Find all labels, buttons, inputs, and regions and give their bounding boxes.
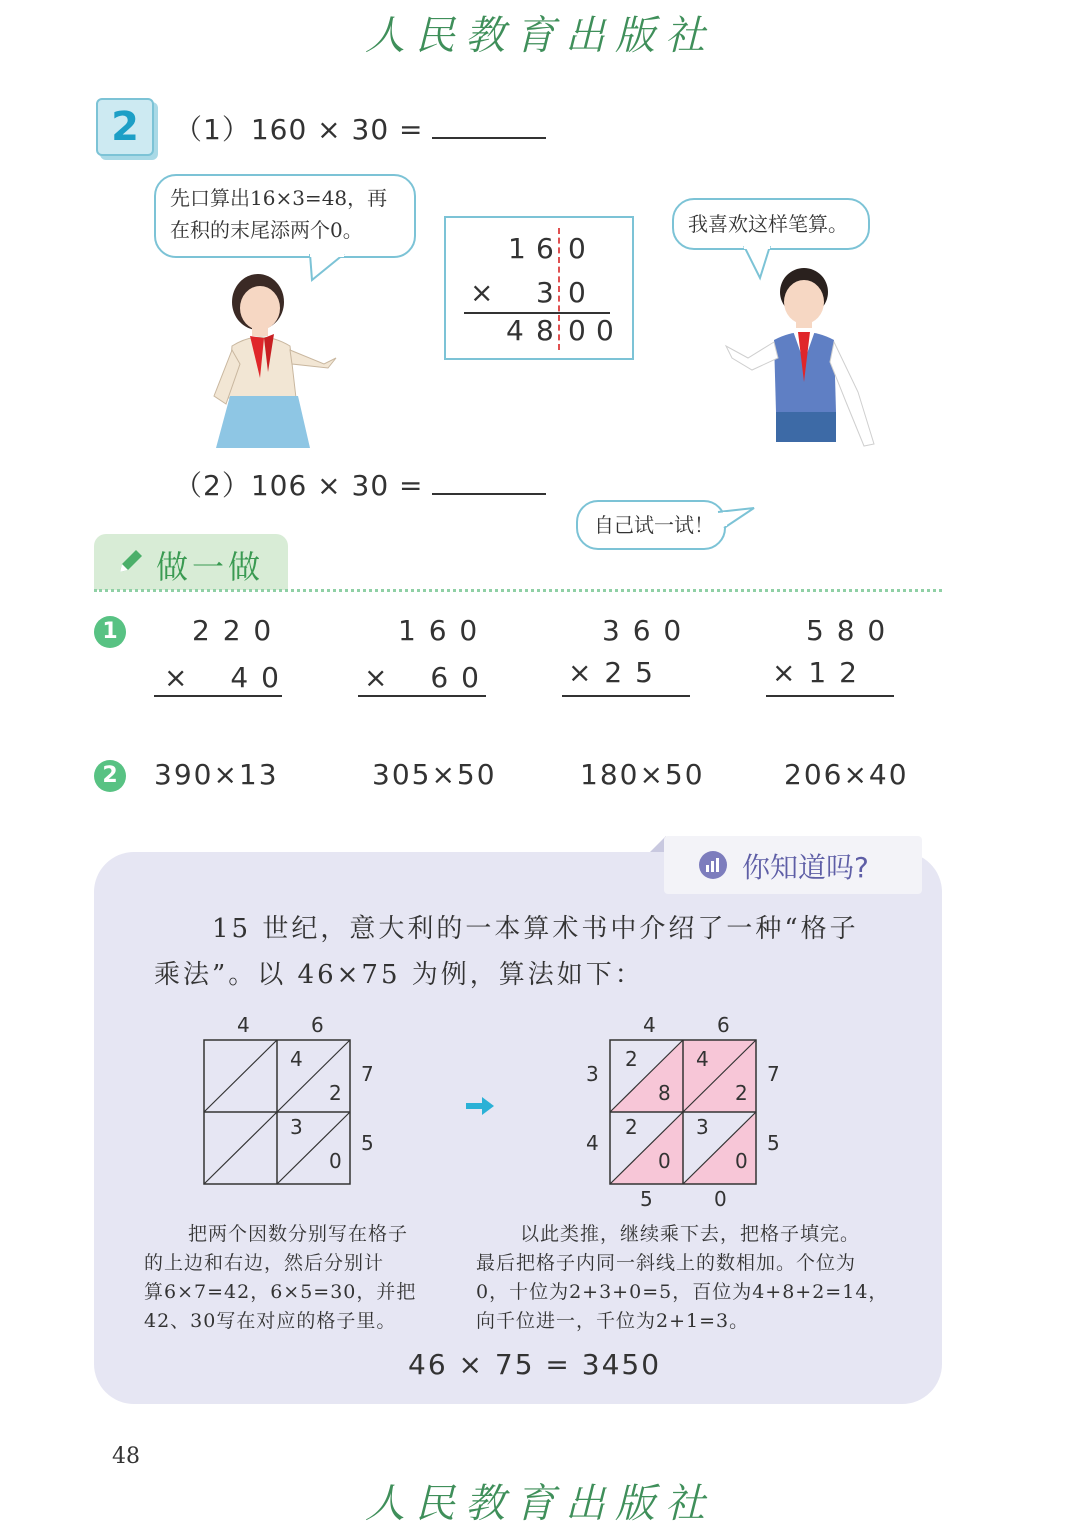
question-1 [174, 108, 546, 148]
left-caption-line-1: 把两个因数分别写在格子 [188, 1223, 409, 1245]
expression-1: 390×13 [154, 758, 279, 791]
right-caption-line-1: 以此类推，继续乘下去，把格子填完。 [520, 1223, 861, 1245]
vertical-problem-3-bottom: × 2 5 [568, 656, 655, 689]
grid2-top-digit-1: 4 [643, 1013, 656, 1037]
calc-result-digit-1: 4 [506, 314, 524, 347]
grid2-cell-1: 2 [625, 1047, 638, 1071]
calc-top-digit-2: 6 [536, 232, 554, 265]
expression-3: 180×50 [580, 758, 705, 791]
grid2-cell-5: 2 [625, 1115, 638, 1139]
vertical-calc-box [444, 216, 634, 360]
grid2-right-digit-1: 7 [767, 1062, 780, 1086]
publisher-footer: 人民教育出版社 [365, 1481, 715, 1527]
boy-bubble-text: 我喜欢这样笔算。 [688, 212, 848, 236]
example-number-badge: 2 [96, 98, 154, 156]
grid1-top-digit-1: 4 [237, 1013, 250, 1037]
girl-speech-bubble [154, 174, 416, 258]
grid1-right-digit-1: 7 [361, 1062, 374, 1086]
left-caption-line-2: 的上边和右边，然后分别计 [144, 1252, 385, 1274]
vertical-problem-4-line [766, 695, 894, 697]
right-caption-line-4: 向千位进一，千位为2+1=3。 [476, 1310, 750, 1332]
grid2-bottom-digit-2: 0 [714, 1187, 727, 1211]
grid2-cell-8: 0 [735, 1149, 748, 1173]
right-caption-line-3: 0，十位为2+3+0=5，百位为4+8+2=14， [476, 1281, 889, 1303]
bar-chart-icon [698, 850, 728, 880]
calc-operator: × [470, 276, 494, 309]
calc-result-digit-4: 0 [596, 314, 614, 347]
answer-blank-2[interactable] [432, 467, 546, 495]
girl-bubble-line-1: 先口算出16×3=48，再 [170, 186, 388, 210]
grid2-left-digit-2: 4 [586, 1131, 599, 1155]
grid2-right-digit-2: 5 [767, 1131, 780, 1155]
grid2-cell-3: 4 [696, 1047, 709, 1071]
try-bubble-text: 自己试一试！ [594, 513, 714, 537]
calc-top-digit-1: 1 [508, 232, 526, 265]
grid1-cell-tens-1: 4 [290, 1047, 303, 1071]
right-caption-line-2: 最后把格子内同一斜线上的数相加。个位为 [476, 1252, 857, 1274]
page-number: 48 [112, 1444, 140, 1469]
left-caption-line-3: 算6×7=42，6×5=30，并把 [144, 1281, 417, 1303]
vertical-problem-2-bottom: × 6 0 [364, 661, 481, 694]
publisher-header: 人民教育出版社 [365, 13, 715, 59]
vertical-problem-1-bottom: × 4 0 [164, 661, 281, 694]
history-paragraph-line-1: 15 世纪，意大利的一本算术书中介绍了一种“格子 [212, 914, 859, 944]
grid2-cell-6: 0 [658, 1149, 671, 1173]
practice-2-number: 2 [94, 760, 126, 792]
question-1-text: （1）160 × 30 = [174, 113, 424, 146]
expression-2: 305×50 [372, 758, 497, 791]
calc-result-digit-2: 8 [536, 314, 554, 347]
boy-speech-bubble [672, 198, 870, 250]
girl-bubble-line-2: 在积的末尾添两个0。 [170, 218, 363, 242]
left-caption-line-4: 42、30写在对应的格子里。 [144, 1310, 397, 1332]
right-arrow-icon [464, 1094, 496, 1118]
grid1-top-digit-2: 6 [311, 1013, 324, 1037]
vertical-problem-4-top: 5 8 0 [806, 614, 888, 647]
girl-illustration [206, 268, 346, 450]
vertical-problem-1-top: 2 2 0 [192, 614, 274, 647]
lattice-grid-step-2 [580, 1008, 790, 1214]
practice-title: 做一做 [156, 548, 265, 586]
vertical-problem-2-top: 1 6 0 [398, 614, 480, 647]
grid2-cell-2: 8 [658, 1081, 671, 1105]
history-paragraph-line-2: 乘法”。以 46×75 为例，算法如下： [154, 960, 644, 990]
expression-4: 206×40 [784, 758, 909, 791]
grid1-cell-tens-2: 3 [290, 1115, 303, 1139]
vertical-problem-4-bottom: × 1 2 [772, 656, 859, 689]
calc-mid-digit-1: 3 [536, 276, 554, 309]
grid2-left-digit-1: 3 [586, 1062, 599, 1086]
calc-top-digit-3: 0 [568, 232, 586, 265]
practice-divider [94, 589, 942, 592]
grid1-cell-ones-1: 2 [329, 1081, 342, 1105]
final-result: 46 × 75 = 3450 [408, 1348, 662, 1381]
try-speech-bubble [576, 500, 726, 550]
grid2-cell-4: 2 [735, 1081, 748, 1105]
grid2-cell-7: 3 [696, 1115, 709, 1139]
left-caption [144, 1220, 444, 1336]
calc-result-digit-3: 0 [568, 314, 586, 347]
vertical-problem-3-top: 3 6 0 [602, 614, 684, 647]
question-2 [174, 464, 546, 504]
practice-1-number: 1 [94, 616, 126, 648]
answer-blank-1[interactable] [432, 111, 546, 139]
grid2-top-digit-2: 6 [717, 1013, 730, 1037]
grid1-cell-ones-2: 0 [329, 1149, 342, 1173]
pencil-icon [114, 546, 146, 578]
did-you-know-title: 你知道吗? [742, 851, 869, 884]
grid1-right-digit-2: 5 [361, 1131, 374, 1155]
grid2-bottom-digit-1: 5 [640, 1187, 653, 1211]
right-caption [476, 1220, 916, 1336]
place-value-guide-line [558, 228, 560, 350]
vertical-problem-2-line [358, 695, 486, 697]
vertical-problem-3-line [562, 695, 690, 697]
boy-illustration [718, 262, 882, 448]
calc-mid-digit-2: 0 [568, 276, 586, 309]
lattice-grid-step-1 [190, 1008, 390, 1198]
try-bubble-tail [716, 504, 758, 534]
question-2-text: （2）106 × 30 = [174, 469, 424, 502]
vertical-problem-1-line [154, 695, 282, 697]
